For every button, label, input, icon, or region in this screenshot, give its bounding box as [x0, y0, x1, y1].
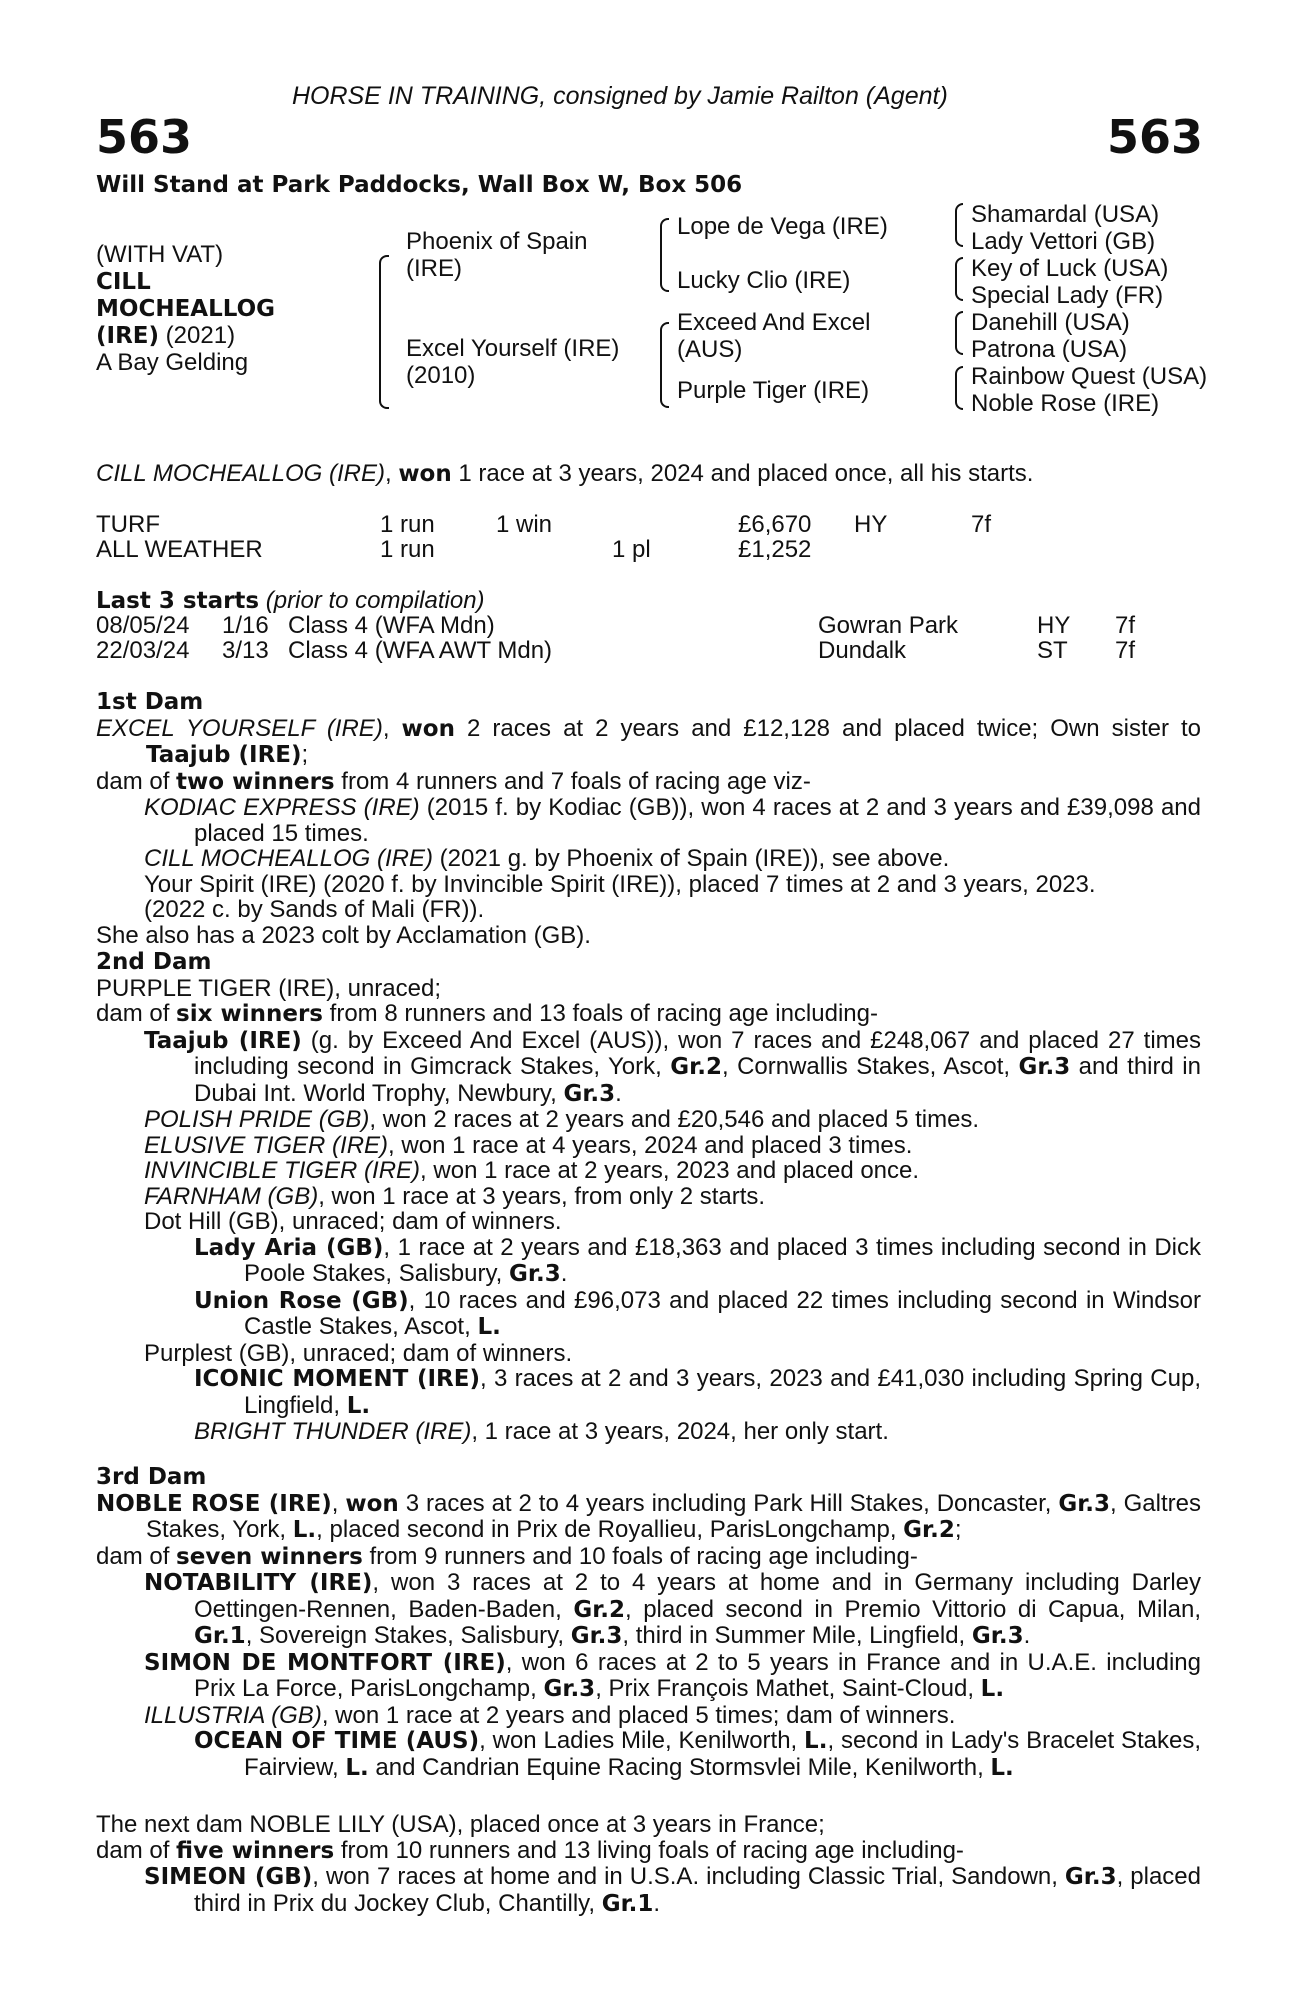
pedigree-brace-ds	[955, 311, 963, 355]
second-dam-section	[96, 950, 1201, 1445]
start-date: 08/05/24	[96, 612, 190, 639]
produce-record: , Sovereign Stakes, Salisbury,	[245, 1622, 571, 1649]
pedigree-sire-line2: (IRE)	[406, 255, 462, 282]
record-wins: 1 win	[496, 511, 553, 538]
grade: Gr.2	[670, 1054, 722, 1080]
produce-entry	[96, 1184, 1201, 1210]
punct: ;	[954, 1516, 962, 1543]
produce-record: , won 7 races at home and in U.S.A. including Classic Trial, Sandown,	[312, 1863, 1065, 1890]
produce-name: ILLUSTRIA (GB)	[144, 1701, 322, 1729]
grade: Gr.3	[570, 1623, 623, 1649]
horse-name-line1: CILL	[96, 269, 151, 295]
dam-name: NOBLE ROSE (IRE)	[96, 1490, 332, 1517]
punct: .	[1023, 1622, 1031, 1649]
produce-name: INVINCIBLE TIGER (IRE)	[144, 1157, 421, 1184]
first-dam-section	[96, 690, 1201, 948]
produce-record: , placed second in Premio Vittorio di Capua, Milan,	[625, 1595, 1201, 1623]
produce-name: Lady Aria (GB)	[194, 1234, 384, 1261]
produce-record: , won 1 race at 2 years and placed 5 times; dam of winners.	[321, 1701, 956, 1729]
grade: Gr.2	[903, 1517, 955, 1543]
pedigree-dam-dam: Purple Tiger (IRE)	[677, 377, 870, 404]
third-dam-heading: 3rd Dam	[96, 1464, 207, 1490]
record-surface: TURF	[96, 511, 160, 538]
produce-entry	[96, 1107, 1201, 1133]
record-distance: 7f	[971, 511, 992, 538]
last-starts-heading	[96, 588, 485, 614]
pedigree-dam-sire-line1: Exceed And Excel	[677, 309, 871, 336]
grade: L.	[980, 1676, 1005, 1702]
punct: .	[615, 1079, 622, 1107]
produce-entry	[96, 1028, 1201, 1108]
produce-record: and Candrian Equine Racing Stormsvlei Mile, Kenilworth,	[368, 1753, 991, 1781]
start-position: 1/16	[222, 612, 269, 639]
text: from 4 runners and 7 foals of racing age viz-	[334, 767, 811, 795]
produce-record: , Cornwallis Stakes, Ascot,	[721, 1053, 1019, 1080]
pedigree-sss: Shamardal (USA)	[971, 201, 1160, 228]
first-dam-heading: 1st Dam	[96, 689, 204, 715]
record-prize: £6,670	[738, 511, 812, 538]
punct: .	[560, 1260, 568, 1287]
dam-record: , placed second in Prix de Royallieu, ParisLongchamp,	[316, 1516, 904, 1543]
winner-count: five winners	[176, 1837, 335, 1864]
second-dam-line: PURPLE TIGER (IRE), unraced;	[96, 974, 441, 1002]
stand-location: Will Stand at Park Paddocks, Wall Box W, Box 506	[96, 172, 743, 198]
produce-note: She also has a 2023 colt by Acclamation (GB).	[96, 921, 591, 949]
pedigree-brace-sire	[660, 218, 669, 292]
produce-entry	[96, 795, 1201, 846]
produce-name: Taajub (IRE)	[144, 1027, 302, 1054]
pedigree-brace-gen1	[379, 255, 389, 409]
produce-record: , won 1 race at 2 years, 2023 and placed once.	[420, 1157, 920, 1184]
grade: Gr.1	[194, 1623, 246, 1649]
produce-name: FARNHAM (GB)	[144, 1182, 319, 1210]
second-dam-produce-line	[96, 1001, 1201, 1028]
produce-record: , third in Summer Mile, Lingfield,	[622, 1622, 972, 1649]
text: dam of	[96, 1000, 177, 1027]
lot-number-right: 563	[1106, 110, 1203, 164]
last-starts-title: Last 3 starts	[96, 588, 260, 614]
produce-record: , second in Lady's Bracelet Stakes, Fairview,	[244, 1727, 1201, 1781]
pedigree-brace-ss	[955, 203, 963, 247]
start-date: 22/03/24	[96, 637, 190, 664]
produce-entry	[96, 1570, 1201, 1650]
grade: Gr.2	[573, 1596, 625, 1623]
grade: Gr.3	[563, 1080, 616, 1107]
start-distance: 7f	[1115, 637, 1136, 664]
winner-count: seven winners	[176, 1543, 363, 1570]
next-dam-produce-line	[96, 1838, 1201, 1865]
third-dam-section	[96, 1465, 1201, 1781]
summary-rest: 1 race at 3 years, 2024 and placed once, all his starts.	[451, 460, 1034, 487]
grade: L.	[990, 1754, 1014, 1781]
produce-record: , placed third in Prix du Jockey Club, Chantilly,	[194, 1863, 1201, 1917]
race-summary: CILL MOCHEALLOG (IRE), won 1 race at 3 years, 2024 and placed once, all his starts.	[96, 460, 1034, 487]
start-going: ST	[1037, 637, 1068, 664]
produce-entry	[96, 1158, 1201, 1184]
produce-record: (2021 g. by Phoenix of Spain (IRE)), see above.	[432, 845, 950, 872]
grade: Gr.3	[543, 1676, 596, 1702]
first-dam-line: EXCEL YOURSELF (IRE), won 2 races at 2 years and £12,128 and placed twice; Own sister to Taajub (IRE);	[96, 714, 1201, 768]
next-dam-section	[96, 1812, 1201, 1917]
text: dam of	[96, 1836, 177, 1864]
grade: L.	[804, 1728, 828, 1754]
text: dam of	[96, 1542, 177, 1570]
grandproduce-entry	[96, 1288, 1201, 1341]
horse-name-suffix: (IRE)	[96, 323, 160, 349]
text: from 10 runners and 13 living foals of racing age including-	[334, 1836, 964, 1864]
produce-record: , 1 race at 2 years and £18,363 and placed 3 times including second in Dick Poole Stakes, Salisbury,	[244, 1233, 1201, 1287]
start-going: HY	[1037, 612, 1071, 639]
third-dam-line	[96, 1491, 1201, 1544]
pedigree-sire-dam: Lucky Clio (IRE)	[677, 267, 851, 294]
produce-record: , Prix François Mathet, Saint-Cloud,	[595, 1675, 981, 1702]
produce-record: , won Ladies Mile, Kenilworth,	[479, 1727, 805, 1754]
produce-entry	[96, 1133, 1201, 1159]
grade: L.	[346, 1392, 371, 1419]
grade: L.	[477, 1314, 501, 1340]
winner-count: six winners	[176, 1001, 323, 1027]
produce-entry: Your Spirit (IRE) (2020 f. by Invincible Spirit (IRE)), placed 7 times at 2 and 3 years, 2023.	[144, 870, 1096, 898]
grade: Gr.1	[601, 1890, 654, 1917]
third-dam-produce-line	[96, 1544, 1201, 1571]
punct: .	[653, 1889, 661, 1917]
produce-name: BRIGHT THUNDER (IRE)	[194, 1418, 472, 1445]
last-starts-note: (prior to compilation)	[259, 587, 485, 614]
produce-record: (g. by Exceed And Excel (AUS)), won 7 races and £248,067 and placed 27 times including second in Gimcrack Stakes, York,	[194, 1026, 1201, 1080]
record-prize: £1,252	[738, 536, 812, 563]
text: dam of	[96, 767, 177, 795]
pedigree-brace-sd	[955, 257, 963, 301]
start-course: Dundalk	[818, 637, 907, 664]
produce-name: ELUSIVE TIGER (IRE)	[144, 1131, 389, 1159]
pedigree-dsd: Patrona (USA)	[971, 336, 1128, 363]
pedigree-dam-line2: (2010)	[406, 362, 476, 389]
won-label: won	[401, 715, 455, 742]
produce-name: ICONIC MOMENT (IRE)	[194, 1366, 480, 1392]
grade: Gr.3	[509, 1261, 561, 1287]
grandproduce-entry	[96, 1419, 1201, 1445]
record-places: 1 pl	[612, 536, 651, 563]
next-dam-line: The next dam NOBLE LILY (USA), placed once at 3 years in France;	[96, 1811, 825, 1838]
pedigree-sire-sire: Lope de Vega (IRE)	[677, 213, 888, 240]
dam-name: EXCEL YOURSELF (IRE)	[96, 714, 383, 742]
produce-entry: (2022 c. by Sands of Mali (FR)).	[144, 896, 485, 923]
text: from 9 runners and 10 foals of racing age including-	[362, 1542, 918, 1570]
winner-count: two winners	[176, 768, 335, 795]
vat-note: (WITH VAT)	[96, 241, 224, 268]
produce-name: KODIAC EXPRESS (IRE)	[144, 794, 420, 821]
first-dam-produce-line	[96, 769, 1201, 796]
produce-record: , won 2 races at 2 years and £20,546 and placed 5 times.	[369, 1106, 980, 1133]
produce-entry	[96, 1650, 1201, 1703]
pedigree-sdd: Special Lady (FR)	[971, 282, 1164, 309]
grade: Gr.3	[971, 1623, 1024, 1649]
pedigree-dss: Danehill (USA)	[971, 309, 1130, 336]
grade: Gr.3	[1058, 1490, 1111, 1517]
produce-record: , won 1 race at 3 years, from only 2 starts.	[318, 1182, 766, 1210]
produce-name: SIMON DE MONTFORT (IRE)	[144, 1649, 506, 1676]
pedigree-dam-line1: Excel Yourself (IRE)	[406, 335, 620, 362]
second-dam-heading: 2nd Dam	[96, 949, 212, 975]
horse-name-line2: MOCHEALLOG	[96, 296, 276, 322]
pedigree-dam-sire-line2: (AUS)	[677, 336, 743, 363]
produce-entry: Dot Hill (GB), unraced; dam of winners.	[144, 1208, 562, 1235]
grandproduce-entry	[96, 1366, 1201, 1419]
produce-record: , 10 races and £96,073 and placed 22 times including second in Windsor Castle Stakes, Ascot,	[244, 1286, 1201, 1340]
start-course: Gowran Park	[818, 612, 959, 639]
produce-name: SIMEON (GB)	[144, 1864, 313, 1890]
produce-name: NOTABILITY (IRE)	[144, 1570, 373, 1596]
start-race: Class 4 (WFA Mdn)	[288, 612, 495, 639]
produce-record: , 3 races at 2 and 3 years, 2023 and £41,030 including Spring Cup, Lingfield,	[244, 1365, 1201, 1419]
punct: ,	[331, 1489, 346, 1517]
dam-record: 2 races at 2 years and £12,128 and placed twice; Own sister to	[454, 714, 1201, 742]
record-going: HY	[854, 511, 888, 538]
produce-record: (2015 f. by Kodiac (GB)), won 4 races at 2 and 3 years and £39,098 and placed 15 times.	[194, 794, 1201, 847]
produce-entry	[96, 1703, 1201, 1729]
start-race: Class 4 (WFA AWT Mdn)	[288, 637, 553, 664]
won-label: won	[345, 1490, 399, 1517]
pedigree-ssd: Lady Vettori (GB)	[971, 228, 1156, 255]
produce-record: , 1 race at 3 years, 2024, her only start.	[471, 1418, 889, 1445]
grandproduce-entry	[96, 1728, 1201, 1781]
record-runs: 1 run	[380, 511, 435, 538]
start-position: 3/13	[222, 637, 269, 664]
pedigree-sire-line1: Phoenix of Spain	[406, 228, 588, 255]
horse-description: A Bay Gelding	[96, 349, 249, 376]
produce-entry	[96, 846, 1201, 872]
punct: ;	[301, 741, 309, 768]
sibling-name: Taajub (IRE)	[146, 742, 302, 768]
grade: Gr.3	[1064, 1864, 1117, 1890]
summary-won: won	[398, 461, 452, 487]
pedigree-brace-dd	[955, 366, 963, 410]
produce-name: CILL MOCHEALLOG (IRE)	[144, 845, 433, 872]
produce-record: and third in Dubai Int. World Trophy, Newbury,	[194, 1053, 1201, 1107]
pedigree-brace-dam	[660, 322, 669, 408]
grade: Gr.3	[1018, 1054, 1071, 1080]
dam-record: 3 races at 2 to 4 years including Park Hill Stakes, Doncaster,	[398, 1489, 1059, 1517]
record-runs: 1 run	[380, 536, 435, 563]
grandproduce-entry	[96, 1235, 1201, 1288]
horse-name-line3	[96, 323, 235, 349]
produce-entry	[96, 1864, 1201, 1917]
produce-entry: Purplest (GB), unraced; dam of winners.	[144, 1339, 573, 1367]
start-distance: 7f	[1115, 612, 1136, 639]
produce-name: POLISH PRIDE (GB)	[144, 1106, 370, 1133]
record-surface: ALL WEATHER	[96, 536, 263, 563]
produce-name: OCEAN OF TIME (AUS)	[194, 1728, 480, 1754]
grade: L.	[292, 1517, 317, 1543]
consignment-header: HORSE IN TRAINING, consigned by Jamie Railton (Agent)	[292, 82, 948, 110]
pedigree-ddd: Noble Rose (IRE)	[971, 390, 1160, 417]
pedigree-dds: Rainbow Quest (USA)	[971, 363, 1208, 390]
horse-year: (2021)	[159, 322, 236, 349]
dam-record: , Galtres Stakes, York,	[146, 1489, 1201, 1543]
lot-number-left: 563	[96, 110, 193, 164]
summary-horse-name: CILL MOCHEALLOG (IRE)	[96, 460, 385, 487]
produce-record: , won 6 races at 2 to 5 years in France and in U.A.E. including Prix La Force, ParisLongchamp,	[194, 1648, 1201, 1702]
produce-record: , won 3 races at 2 to 4 years at home and in Germany including Darley Oettingen-Rennen, Baden-Baden,	[194, 1569, 1201, 1623]
grade: L.	[345, 1754, 369, 1781]
text: from 8 runners and 13 foals of racing age including-	[322, 1000, 878, 1027]
produce-name: Union Rose (GB)	[194, 1287, 409, 1314]
pedigree-sds: Key of Luck (USA)	[971, 255, 1169, 282]
produce-record: , won 1 race at 4 years, 2024 and placed 3 times.	[388, 1131, 913, 1159]
